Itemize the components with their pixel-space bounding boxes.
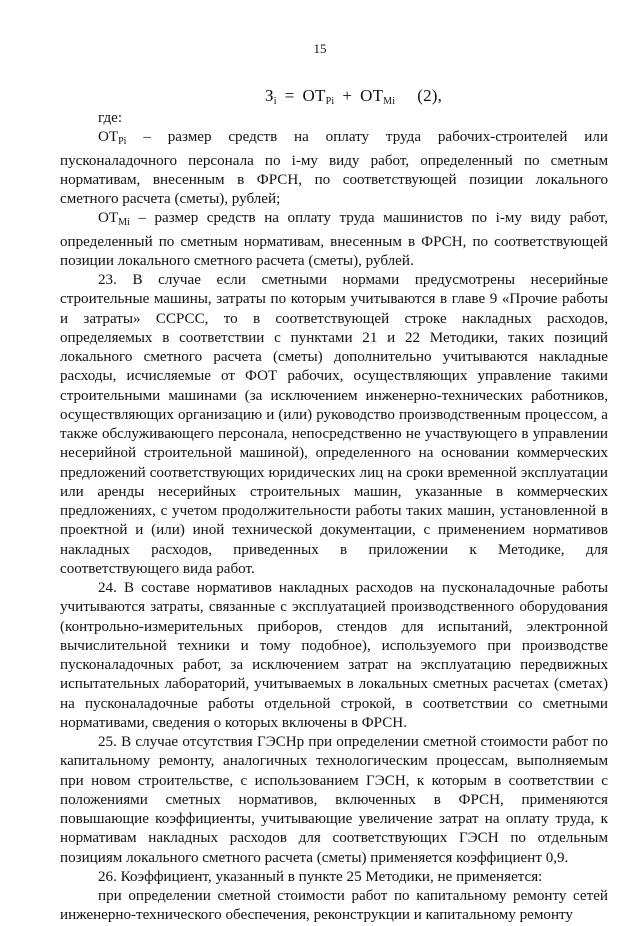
formula-equals: = <box>284 86 295 105</box>
formula-term-1: $ОТ_{Рi}$ <box>302 86 335 107</box>
paragraph-26: 26. Коэффициент, указанный в пункте 25 Методики, не применяется: <box>98 868 543 885</box>
formula-plus: + <box>342 86 353 105</box>
document-body <box>60 109 608 926</box>
formula-lhs: $З_i$ <box>265 86 277 107</box>
paragraph-25: 25. В случае отсутствия ГЭСНр при определении сметной стоимости работ по капитальному ремонту, аналогичных технологическим процессам, выполняемым при новом строительстве, с использованием ГЭСН, к которым в соответствии с положениями сметных нормативов, включенных в ФРСН, применяются повышающие коэффициенты, учитывающие увеличение затрат на оплату труда, к нормативам накладных расходов для соответствующих ГЭСН по отдельным позициям локального сметного расчета (сметы) применяется коэффициент 0,9. <box>60 734 608 866</box>
formula-2 <box>265 86 442 107</box>
where-label: где: <box>98 110 123 126</box>
term-ot-p: $ОТ_{Рi}$ <box>98 129 127 148</box>
page-number: 15 <box>313 41 327 56</box>
term-ot-m: $ОТ_{Мi}$ <box>98 210 130 229</box>
paragraph-26-item: при определении сметной стоимости работ по капитальному ремонту сетей инженерно-технического обеспечения, реконструкции и капитальному ремонту <box>60 888 608 924</box>
definition-ot-m: $ОТ_{Мi}$ – размер средств на оплату труда машинистов по i-му виду работ, определенный по сметным нормативам, внесенным в ФРСН, по соответствующей позиции локального сметного расчета (сметы), рублей. <box>60 210 608 269</box>
formula-term-2: $ОТ_{Мi}$ <box>360 86 396 107</box>
paragraph-24: 24. В составе нормативов накладных расходов на пусконаладочные работы учитываются затраты, связанные с эксплуатацией производственного оборудования (контрольно-измерительных приборов, стендов для испытаний, электронной вычислительной техники и тому подобное), используемого при производстве пусконаладочных работ, за исключением затрат на эксплуатацию передвижных испытательных лабораторий, учитываемых в локальных сметных расчетах (сметах) на пусконаладочные работы отдельной строкой, в соответствии со сметными нормативами, сведения о которых включены в ФРСН. <box>60 580 608 731</box>
formula-number: (2), <box>417 86 443 105</box>
definition-ot-p: $ОТ_{Рi}$ – размер средств на оплату труда рабочих-строителей или пусконаладочного персонала по i-му виду работ, определенный по сметным нормативам, внесенным в ФРСН, по соответствующей позиции локального сметного расчета (сметы), рублей; <box>60 129 608 207</box>
paragraph-23: 23. В случае если сметными нормами предусмотрены несерийные строительные машины, затраты по которым учитываются в главе 9 «Прочие работы и затраты» ССРСС, то в соответствующей строке накладных расходов, определяемых в соответствии с пунктами 21 и 22 Методики, таких позиций локального сметного расчета (сметы) дополнительно учитываются накладные расходы, исчисляемые от ФОТ рабочих, осуществляющих управление такими строительными машинами (за исключением инженерно-технических работников, осуществляющих организацию и (или) руководство производственным процессом, а также обслуживающего персонала, непосредственно не участвующего в управлении несерийной строительной машиной), определенного на основании коммерческих предложений соответствующих юридических лиц на сроки временной эксплуатации или аренды несерийных строительных машин, указанные в коммерческих предложениях, с учетом продолжительности работы таких машин, установленной в проектной и (или) иной технической документации, с применением нормативов накладных расходов, приведенных в приложении к Методике, для соответствующего вида работ. <box>60 272 608 577</box>
